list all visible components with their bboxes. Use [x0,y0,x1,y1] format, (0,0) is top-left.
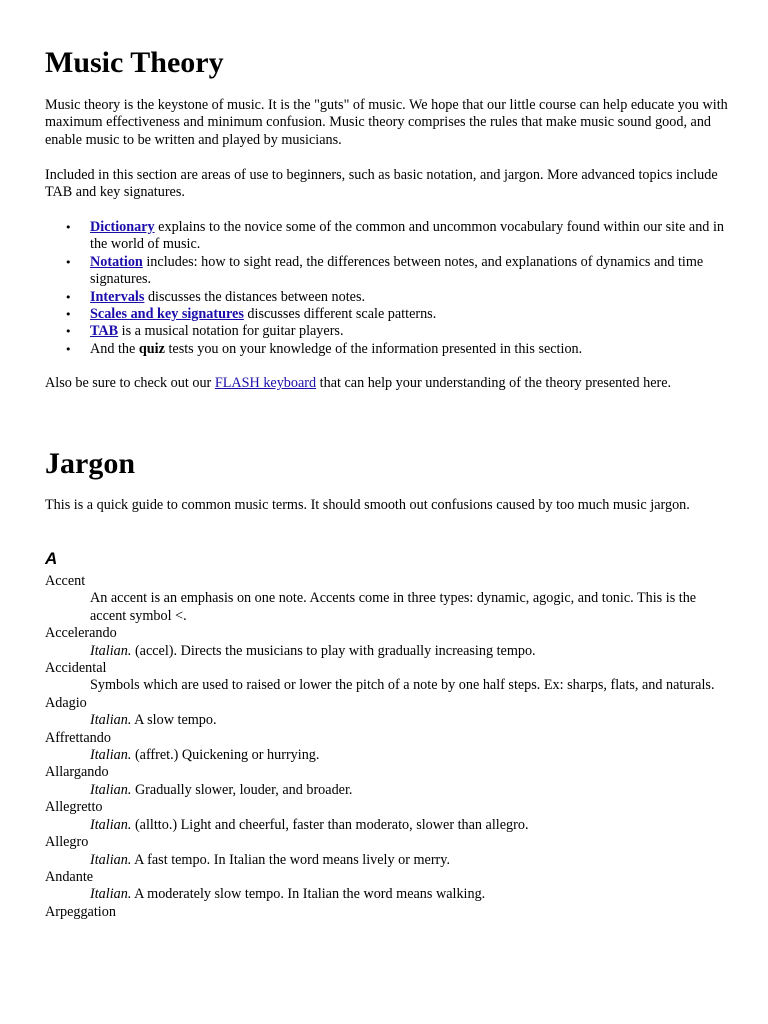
bullet-icon: • [65,308,72,322]
definition-text: (affret.) Quickening or hurrying. [131,747,320,764]
glossary-term: Accent [45,573,86,589]
bullet-icon: • [65,342,72,356]
glossary-term: Allegro [45,834,89,851]
glossary-term: Affrettando [45,729,111,746]
bullet-icon: • [65,221,72,234]
language-label: Italian. [90,712,132,729]
jargon-intro: This is a quick guide to common music terms. It should smooth out confusions caused by too much music jargon. [45,497,690,513]
glossary-term: Accidental [45,660,107,677]
list-item [45,341,728,358]
intervals-link[interactable]: Intervals [90,288,145,305]
glossary-definition [90,643,728,660]
glossary-definition: An accent is an emphasis on one note. Accents come in three types: dynamic, agogic, and tonic. This is the accent symbol <. [90,590,697,624]
glossary-definition [90,852,728,869]
list-item [45,323,728,340]
language-label: Italian. [90,816,132,833]
definition-text: A fast tempo. In Italian the word means lively or merry. [131,851,450,868]
definition-text: A moderately slow tempo. In Italian the word means walking. [131,886,486,903]
definition-text: A slow tempo. [131,712,217,729]
glossary-definition [90,886,728,903]
glossary-term: Arpeggation [45,903,116,920]
glossary-definition: Symbols which are used to raised or lower the pitch of a note by one half steps. Ex: sharps, flats, and naturals. [90,677,715,694]
glossary-term: Allargando [45,764,109,781]
dictionary-link[interactable]: Dictionary [90,219,155,235]
section-title: Jargon [45,447,135,480]
language-label: Italian. [90,851,132,868]
intro-paragraph: Music theory is the keystone of music. It is the "guts" of music. We hope that our little course can help educate you with maximum effectiveness and minimum confusion. Music theory comprises the rules that make music sound good, and enable music to be written and played by musicians. [45,97,728,148]
intro-paragraph-2: Included in this section are areas of use to beginners, such as basic notation, and jargon. More advanced topics include TAB and key signatures. [45,167,718,201]
language-label: Italian. [90,886,132,903]
list-item [45,289,728,306]
list-item-text: discusses the distances between notes. [144,288,366,305]
flash-keyboard-link[interactable]: FLASH keyboard [214,375,317,391]
list-item-text: explains to the novice some of the common and uncommon vocabulary found within our site and in the world of music. [90,219,724,253]
language-label: Italian. [90,747,132,764]
list-item [45,219,728,254]
list-item-text: tests you on your knowledge of the information presented in this section. [164,340,583,357]
page-title: Music Theory [45,46,224,79]
scales-link[interactable]: Scales and key signatures [90,306,244,323]
paragraph-text: Also be sure to check out our [45,375,215,391]
quiz-label: quiz [138,340,165,357]
list-item [45,306,728,323]
glossary-definition [90,747,728,764]
list-item-text: includes: how to sight read, the differences between notes, and explanations of dynamics and time signatures. [90,253,704,288]
glossary-term: Allegretto [45,799,103,816]
glossary-term: Adagio [45,694,87,711]
flash-keyboard-paragraph [45,375,728,392]
tab-link[interactable]: TAB [90,323,119,340]
language-label: Italian. [90,781,132,798]
bullet-icon: • [65,290,72,304]
glossary-definition [90,817,728,834]
definition-text: (accel). Directs the musicians to play with gradually increasing tempo. [131,642,536,659]
bullet-icon: • [65,325,72,339]
list-item-text: And the [90,340,139,357]
glossary-definition [90,712,728,729]
definition-text: (alltto.) Light and cheerful, faster than moderato, slower than allegro. [131,816,529,833]
glossary-list [45,573,728,921]
glossary-term: Accelerando [45,625,117,642]
paragraph-text: that can help your understanding of the theory presented here. [316,375,672,391]
glossary-definition [90,782,728,799]
glossary-term: Andante [45,868,94,885]
topics-list [45,219,728,358]
bullet-icon: • [65,255,72,269]
language-label: Italian. [90,642,132,659]
list-item-text: discusses different scale patterns. [243,306,437,323]
notation-link[interactable]: Notation [90,253,143,270]
list-item [45,254,728,289]
definition-text: Gradually slower, louder, and broader. [131,781,353,798]
letter-heading: A [45,549,58,568]
list-item-text: is a musical notation for guitar players. [118,323,344,340]
